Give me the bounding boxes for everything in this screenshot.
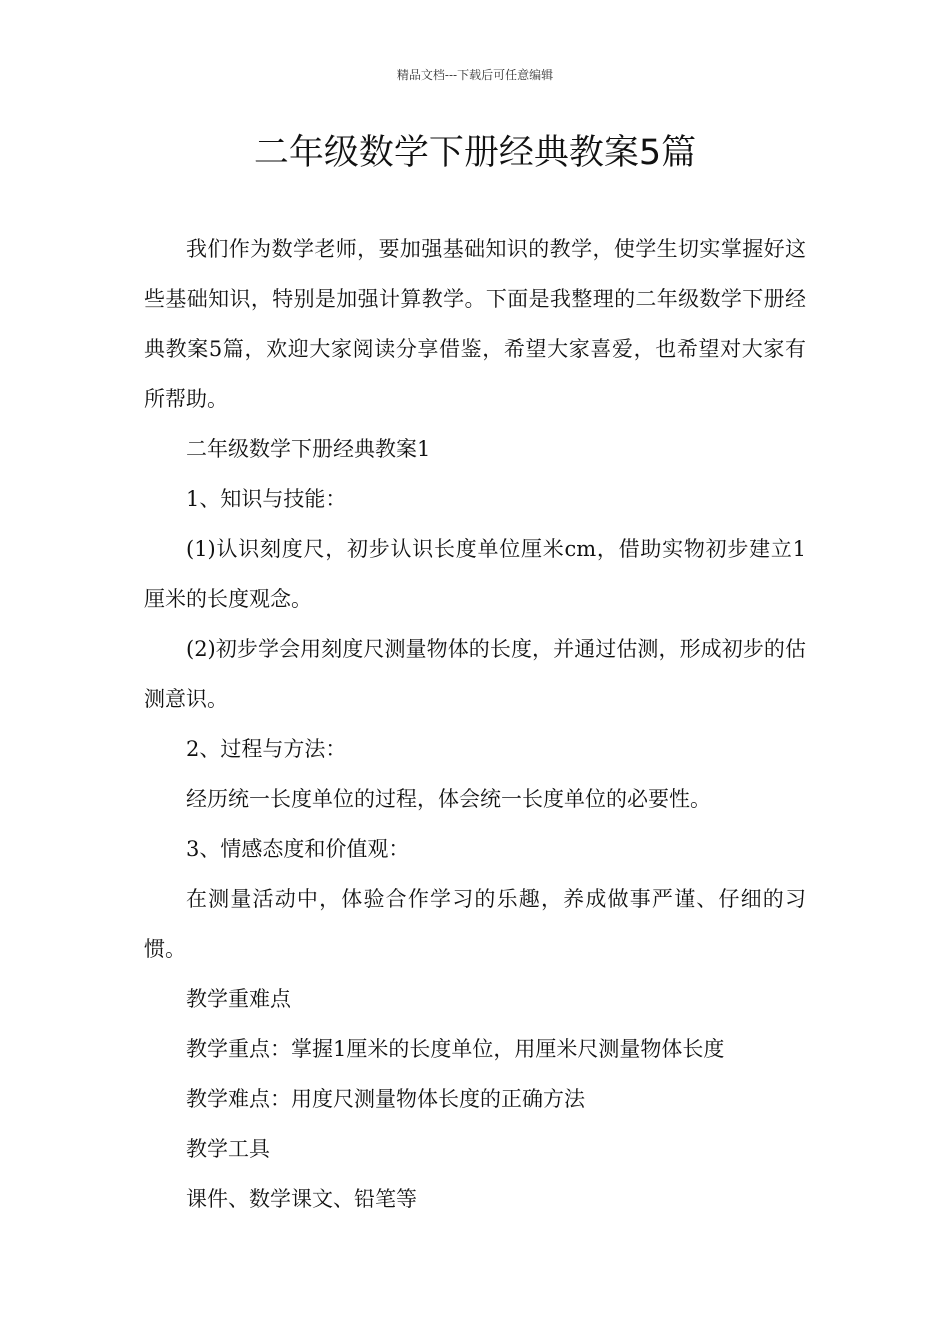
tools-paragraph: 课件、数学课文、铅笔等 [186,1187,417,1211]
document-body [144,224,806,1224]
objective-heading-values: 3、情感态度和价值观： [186,837,410,861]
objective-heading-knowledge: 1、知识与技能： [186,487,347,511]
objective-item-2: (2)初步学会用刻度尺测量物体的长度，并通过估测，形成初步的估测意识。 [144,637,806,711]
values-paragraph: 在测量活动中，体验合作学习的乐趣，养成做事严谨、仔细的习惯。 [144,887,806,961]
header-note: 精品文档---下载后可任意编辑 [396,68,554,82]
objective-heading-process: 2、过程与方法： [186,737,347,761]
process-paragraph: 经历统一长度单位的过程，体会统一长度单位的必要性。 [186,787,711,811]
difficulty-paragraph: 教学难点：用度尺测量物体长度的正确方法 [186,1087,585,1111]
tools-heading: 教学工具 [186,1137,270,1161]
intro-paragraph: 我们作为数学老师，要加强基础知识的教学，使学生切实掌握好这些基础知识，特别是加强计算教学。下面是我整理的二年级数学下册经典教案5篇，欢迎大家阅读分享借鉴，希望大家喜爱，也希望对大家有所帮助。 [144,237,806,411]
key-points-heading: 教学重难点 [186,987,291,1011]
section-heading-lesson-1: 二年级数学下册经典教案1 [186,437,431,461]
key-point-paragraph: 教学重点：掌握1厘米的长度单位，用厘米尺测量物体长度 [186,1037,725,1061]
objective-item-1: (1)认识刻度尺，初步认识长度单位厘米cm，借助实物初步建立1厘米的长度观念。 [144,537,806,611]
document-title: 二年级数学下册经典教案5篇 [253,133,697,173]
